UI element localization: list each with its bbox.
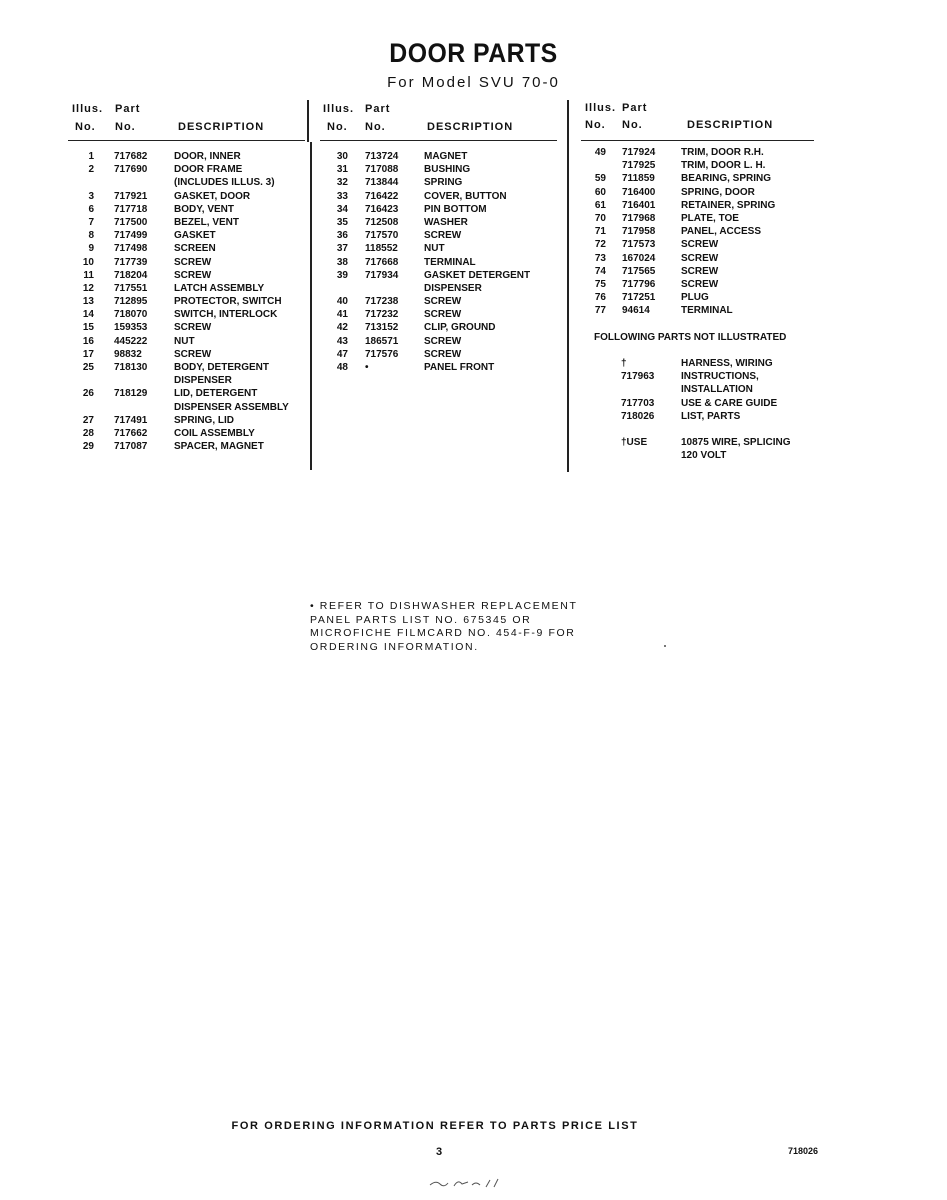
table-row xyxy=(581,252,814,265)
part-description: COIL ASSEMBLY xyxy=(174,427,255,439)
table-row xyxy=(320,203,557,216)
not-illustrated-rows xyxy=(581,357,814,463)
table-row xyxy=(320,242,557,255)
part-header: Part xyxy=(622,102,648,114)
table-row xyxy=(581,410,814,423)
table-row xyxy=(68,150,305,163)
part-description: LIST, PARTS xyxy=(681,410,741,422)
illus-number: 73 xyxy=(594,252,606,264)
part-description: PLATE, TOE xyxy=(681,212,739,224)
parts-rows xyxy=(320,150,557,374)
note-line: • REFER TO DISHWASHER REPLACEMENT xyxy=(310,600,578,612)
part-number: 712895 xyxy=(114,296,148,308)
illus-number: 13 xyxy=(82,296,94,308)
table-row xyxy=(581,436,814,449)
table-row xyxy=(68,242,305,255)
part-description: BEARING, SPRING xyxy=(681,173,772,185)
table-row xyxy=(581,449,814,462)
ordering-note xyxy=(310,600,610,654)
part-number: 186571 xyxy=(365,335,399,347)
description-header: DESCRIPTION xyxy=(687,119,774,131)
part-description: LATCH ASSEMBLY xyxy=(174,282,265,294)
illus-number: 14 xyxy=(82,309,94,321)
illus-number: 59 xyxy=(594,173,606,185)
part-description: RETAINER, SPRING xyxy=(681,199,776,211)
table-row xyxy=(581,265,814,278)
part-number: 718129 xyxy=(114,388,148,400)
illus-number: 1 xyxy=(88,151,94,162)
table-row xyxy=(320,216,557,229)
table-row xyxy=(68,427,305,440)
part-description: SCREW xyxy=(424,309,462,321)
part-description: NUT xyxy=(424,243,445,255)
part-description: SCREEN xyxy=(174,243,216,255)
speck xyxy=(664,645,666,647)
part-description: TERMINAL xyxy=(424,256,476,268)
illus-number: 42 xyxy=(336,322,348,334)
table-row xyxy=(320,335,557,348)
part-description: SCREW xyxy=(424,296,462,308)
description-header: DESCRIPTION xyxy=(178,121,265,133)
part-number: 717576 xyxy=(365,348,399,360)
parts-rows xyxy=(68,150,305,453)
illus-no-header: No. xyxy=(75,121,96,133)
part-number: 167024 xyxy=(622,252,656,264)
illus-number: 26 xyxy=(82,388,94,400)
illus-number: 47 xyxy=(336,348,348,360)
table-row xyxy=(581,238,814,251)
illus-number: 74 xyxy=(594,265,606,277)
table-row xyxy=(581,225,814,238)
table-row xyxy=(320,229,557,242)
parts-column-2 xyxy=(320,100,557,374)
part-description: LID, DETERGENT xyxy=(174,388,258,400)
table-row xyxy=(320,150,557,163)
part-number: 717934 xyxy=(365,269,399,281)
part-number: 717662 xyxy=(114,427,148,439)
illus-number: 9 xyxy=(88,243,94,255)
part-description: 10875 WIRE, SPLICING xyxy=(681,437,791,449)
illus-number: 49 xyxy=(594,147,606,158)
table-row xyxy=(68,348,305,361)
table-row xyxy=(68,190,305,203)
illus-number: 3 xyxy=(88,190,94,202)
table-row xyxy=(581,146,814,159)
illus-number: 36 xyxy=(336,230,348,242)
part-description: SCREW xyxy=(174,256,212,268)
note-line: MICROFICHE FILMCARD NO. 454-F-9 FOR xyxy=(310,627,576,639)
note-line: ORDERING INFORMATION. xyxy=(310,640,479,653)
illus-number: 29 xyxy=(82,441,94,453)
column-divider xyxy=(310,142,312,470)
part-number: 717232 xyxy=(365,309,399,321)
part-number: 717718 xyxy=(114,203,148,215)
parts-column-1 xyxy=(68,100,305,453)
part-description: PROTECTOR, SWITCH xyxy=(174,296,282,308)
part-description: SPRING xyxy=(424,177,463,189)
part-number: 717703 xyxy=(621,397,655,409)
table-row xyxy=(68,229,305,242)
illus-number: 34 xyxy=(336,203,348,215)
part-description: GASKET xyxy=(174,230,216,242)
part-number: 716401 xyxy=(622,199,656,211)
not-illustrated-heading: FOLLOWING PARTS NOT ILLUSTRATED xyxy=(594,331,787,343)
table-row xyxy=(68,282,305,295)
part-description: SCREW xyxy=(681,252,719,264)
illus-number: 43 xyxy=(336,335,348,347)
illus-number: 2 xyxy=(88,164,94,176)
table-row xyxy=(68,256,305,269)
part-number: 716423 xyxy=(365,203,399,215)
illus-number: 16 xyxy=(82,335,94,347)
table-row xyxy=(68,269,305,282)
part-number: 717551 xyxy=(114,282,148,294)
part-description: DOOR, INNER xyxy=(174,151,241,162)
part-description: SCREW xyxy=(174,322,212,334)
table-row xyxy=(581,357,814,370)
part-description: SWITCH, INTERLOCK xyxy=(174,309,278,321)
part-number: 717491 xyxy=(114,414,148,426)
part-number: 718026 xyxy=(621,410,655,422)
part-number: 717668 xyxy=(365,256,399,268)
part-description: PANEL FRONT xyxy=(424,362,495,373)
note-line: PANEL PARTS LIST NO. 675345 OR xyxy=(310,613,532,626)
part-number: 718204 xyxy=(114,269,148,281)
table-row xyxy=(68,414,305,427)
part-number: 717968 xyxy=(622,212,656,224)
part-number: 717958 xyxy=(622,226,656,238)
table-row xyxy=(581,370,814,383)
part-number: 717924 xyxy=(622,147,656,158)
table-row xyxy=(320,256,557,269)
table-row xyxy=(320,348,557,361)
part-description: BODY, DETERGENT xyxy=(174,362,270,373)
part-number: 94614 xyxy=(622,305,650,317)
part-description: MAGNET xyxy=(424,151,468,162)
table-row xyxy=(68,335,305,348)
document-number: 718026 xyxy=(788,1146,819,1156)
table-row xyxy=(320,163,557,176)
part-description: DISPENSER xyxy=(174,375,232,387)
table-row xyxy=(320,295,557,308)
part-number: 118552 xyxy=(365,243,398,255)
part-number: • xyxy=(365,362,369,373)
table-row xyxy=(68,308,305,321)
column-header xyxy=(581,100,814,141)
illus-number: 28 xyxy=(82,427,94,439)
illus-number: 40 xyxy=(336,296,348,308)
part-number: 711859 xyxy=(622,173,655,185)
part-description: DISPENSER xyxy=(424,282,482,294)
table-row xyxy=(581,291,814,304)
part-description: SCREW xyxy=(681,265,719,277)
part-description: SPRING, LID xyxy=(174,414,235,426)
part-number: 716422 xyxy=(365,190,399,202)
illus-number: 6 xyxy=(88,203,94,215)
table-row xyxy=(320,282,557,295)
table-row xyxy=(320,176,557,189)
part-description: TRIM, DOOR R.H. xyxy=(681,147,764,158)
page-subtitle: For Model SVU 70-0 xyxy=(387,74,560,91)
illus-number: 39 xyxy=(336,269,348,281)
part-description: USE & CARE GUIDE xyxy=(681,397,778,409)
part-number: 712508 xyxy=(365,216,399,228)
illus-number: 11 xyxy=(83,269,94,281)
part-description: PLUG xyxy=(681,292,709,304)
part-number: 717565 xyxy=(622,265,656,277)
part-description: DOOR FRAME xyxy=(174,164,243,176)
illus-number: 30 xyxy=(336,151,348,162)
illus-number: 8 xyxy=(88,230,94,242)
table-row xyxy=(68,374,305,387)
part-no-header: No. xyxy=(115,121,136,133)
part-number: 717499 xyxy=(114,230,148,242)
part-number: 713724 xyxy=(365,151,399,162)
table-row xyxy=(581,186,814,199)
part-description: COVER, BUTTON xyxy=(424,190,507,202)
part-number: 159353 xyxy=(114,322,148,334)
table-row xyxy=(68,440,305,453)
part-description: BEZEL, VENT xyxy=(174,216,240,228)
part-description: BUSHING xyxy=(424,164,471,176)
illus-number: 61 xyxy=(594,199,606,211)
part-number: 717570 xyxy=(365,230,399,242)
illus-number: 15 xyxy=(82,322,94,334)
part-number: † xyxy=(621,358,627,369)
part-description: 120 VOLT xyxy=(681,450,727,462)
part-description: DISPENSER ASSEMBLY xyxy=(174,401,289,413)
ordering-footer: FOR ORDERING INFORMATION REFER TO PARTS PRICE LIST xyxy=(231,1120,639,1132)
table-row xyxy=(581,159,814,172)
part-number: 713844 xyxy=(365,177,399,189)
part-description: SPRING, DOOR xyxy=(681,186,755,198)
table-row xyxy=(581,212,814,225)
part-number: 717500 xyxy=(114,216,148,228)
part-number: 717087 xyxy=(114,441,148,453)
illus-number: 27 xyxy=(82,414,94,426)
part-number: 717682 xyxy=(114,151,148,162)
table-row xyxy=(320,269,557,282)
illus-number: 75 xyxy=(594,278,606,290)
illus-number: 32 xyxy=(336,177,348,189)
page-number: 3 xyxy=(436,1146,443,1158)
table-row xyxy=(581,383,814,396)
illus-number: 17 xyxy=(82,348,94,360)
column-divider xyxy=(567,100,569,472)
part-description: SCREW xyxy=(174,269,212,281)
part-number: 718070 xyxy=(114,309,148,321)
part-description: (INCLUDES ILLUS. 3) xyxy=(174,177,275,189)
table-row xyxy=(68,295,305,308)
table-row xyxy=(68,321,305,334)
part-number: 717925 xyxy=(622,160,656,172)
part-number: 717573 xyxy=(622,239,656,251)
table-row xyxy=(68,216,305,229)
part-description: GASKET DETERGENT xyxy=(424,269,531,281)
table-row xyxy=(581,304,814,317)
table-row xyxy=(68,203,305,216)
illus-number: 25 xyxy=(82,362,94,373)
column-header xyxy=(320,100,557,141)
part-number: 717739 xyxy=(114,256,148,268)
part-description: PIN BOTTOM xyxy=(424,203,487,215)
part-description: TERMINAL xyxy=(681,305,733,317)
table-row xyxy=(581,423,814,436)
illus-number: 71 xyxy=(594,226,606,238)
part-number: 717921 xyxy=(114,190,148,202)
part-description: GASKET, DOOR xyxy=(174,190,251,202)
page-title: DOOR PARTS xyxy=(389,38,558,68)
part-header: Part xyxy=(115,103,141,115)
handwritten-mark xyxy=(428,1176,508,1190)
table-row xyxy=(68,401,305,414)
part-description: WASHER xyxy=(424,216,468,228)
part-number: 717690 xyxy=(114,164,148,176)
table-row xyxy=(320,308,557,321)
illus-number: 7 xyxy=(88,216,94,228)
part-number: 717088 xyxy=(365,164,399,176)
part-description: PANEL, ACCESS xyxy=(681,226,762,238)
illus-header: Illus. xyxy=(585,102,617,114)
illus-number: 38 xyxy=(336,256,348,268)
illus-number: 37 xyxy=(336,243,348,255)
table-row xyxy=(320,321,557,334)
part-number: 717251 xyxy=(622,292,656,304)
part-description: SCREW xyxy=(681,239,719,251)
table-row xyxy=(581,172,814,185)
table-row xyxy=(68,163,305,176)
part-description: TRIM, DOOR L. H. xyxy=(681,160,766,172)
part-number: 716400 xyxy=(622,186,656,198)
part-description: SCREW xyxy=(174,348,212,360)
illus-number: 12 xyxy=(82,282,94,294)
parts-rows xyxy=(581,146,814,317)
illus-number: 35 xyxy=(336,216,348,228)
table-row xyxy=(68,176,305,189)
part-number: 718130 xyxy=(114,362,148,373)
table-row xyxy=(68,387,305,400)
illus-number: 48 xyxy=(336,362,348,373)
part-number: 717238 xyxy=(365,296,399,308)
illus-no-header: No. xyxy=(585,119,606,131)
table-row xyxy=(581,199,814,212)
part-description: INSTALLATION xyxy=(681,384,753,396)
table-row xyxy=(581,397,814,410)
part-number: 98832 xyxy=(114,348,142,360)
part-no-header: No. xyxy=(365,121,386,133)
part-description: SPACER, MAGNET xyxy=(174,441,264,453)
column-header xyxy=(68,100,305,141)
illus-no-header: No. xyxy=(327,121,348,133)
part-description: SCREW xyxy=(681,278,719,290)
part-number: †USE xyxy=(621,437,648,449)
part-header: Part xyxy=(365,103,391,115)
column-divider xyxy=(307,100,309,142)
illus-number: 33 xyxy=(336,190,348,202)
table-row xyxy=(581,278,814,291)
part-description: SCREW xyxy=(424,230,462,242)
illus-number: 76 xyxy=(594,292,606,304)
part-number: 445222 xyxy=(114,335,148,347)
part-no-header: No. xyxy=(622,119,643,131)
illus-number: 10 xyxy=(82,256,94,268)
parts-column-3 xyxy=(581,100,814,463)
part-number: 713152 xyxy=(365,322,399,334)
part-description: NUT xyxy=(174,335,195,347)
table-row xyxy=(320,190,557,203)
part-description: BODY, VENT xyxy=(174,203,235,215)
illus-number: 70 xyxy=(594,212,606,224)
table-row xyxy=(320,361,557,374)
description-header: DESCRIPTION xyxy=(427,121,514,133)
illus-number: 77 xyxy=(594,305,606,317)
part-description: INSTRUCTIONS, xyxy=(681,371,759,383)
illus-header: Illus. xyxy=(323,103,355,115)
part-number: 717796 xyxy=(622,278,656,290)
part-description: CLIP, GROUND xyxy=(424,322,496,334)
table-row xyxy=(68,361,305,374)
part-description: SCREW xyxy=(424,335,462,347)
illus-number: 60 xyxy=(594,186,606,198)
illus-number: 31 xyxy=(336,164,348,176)
illus-number: 72 xyxy=(594,239,606,251)
part-description: SCREW xyxy=(424,348,462,360)
illus-header: Illus. xyxy=(72,103,104,115)
illus-number: 41 xyxy=(336,309,348,321)
part-number: 717498 xyxy=(114,243,148,255)
part-description: HARNESS, WIRING xyxy=(681,358,773,369)
part-number: 717963 xyxy=(621,371,655,383)
